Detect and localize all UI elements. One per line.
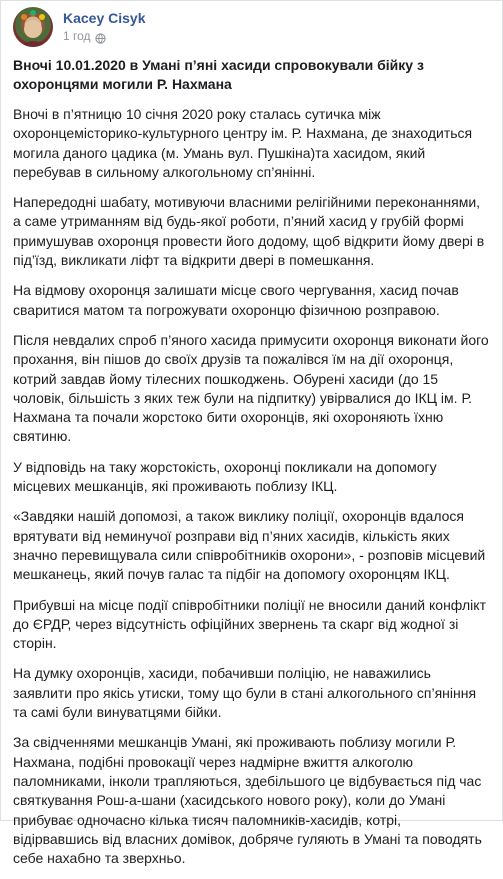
author-name[interactable]: Kacey Cisyk [63, 10, 146, 26]
paragraph: На відмову охоронця залишати місце свого чергування, хасид почав сваритися матом та погрожувати охоронцю фізичною розправою. [13, 282, 459, 318]
paragraph: Напередодні шабату, мотивуючи власними релігійними переконаннями, а саме утриманням від будь-якої роботи, п’яний хасид у грубій формі примушував охоронця провести його додому, щоб відкрити йому двері в під’їзд, викликати ліфт та відкрити двері в помешкання. [13, 194, 485, 269]
paragraph: Вночі в п’ятницю 10 січня 2020 року сталась сутичка між охоронцемісторико-культурного центру ім. Р. Нахмана, де знаходиться могила даного цадика (м. Умань вул. Пушкіна)та хасидом, який перебував в сильному алкогольному сп’янінні. [13, 106, 473, 180]
paragraph: За свідченнями мешканців Умані, які проживають поблизу могили Р. Нахмана, подібні провокації через надмірне вжиття алкоголю паломниками, інколи трапляються, здебільшого це відбувається під час святкування Рош-а-шани (хасидського нового року), коли до Умані прибуває одночасно кілька тисяч паломників-хасидів, котрі, відірвавшись від власних домівок, добряче гуляють в Умані та поводять себе нахабно та зверхньо. [13, 734, 482, 867]
post-meta [63, 7, 146, 43]
paragraph: Прибувші на місце події співробітники поліції не вносили даний конфлікт до ЄРДР, через відсутність офіційних звернень та скарг від жодної зі сторін. [13, 596, 486, 652]
public-globe-icon [95, 31, 106, 42]
paragraph: У відповідь на таку жорстокість, охоронці покликали на допомогу місцевих мешканців, які проживають поблизу ІКЦ. [13, 458, 437, 495]
post-title: Вночі 10.01.2020 в Умані п’яні хасиди спровокували бійку з охоронцями могили Р. Нахмана [13, 57, 424, 92]
post-header [13, 7, 146, 47]
timestamp-row [63, 29, 146, 43]
post-body [13, 56, 490, 879]
paragraph: «Завдяки нашій допомозі, а також виклику поліції, охоронців вдалося врятувати від неминучої розправи від п’яних хасидів, кількість яких значно перевищувала сили співробітників охорони», - розповів місцевий мешканець, який почув галас та підбіг на допомогу охоронцям ІКЦ. [13, 508, 486, 583]
paragraph: Після невдалих спроб п’яного хасида примусити охоронця виконати його прохання, він пішов до своїх друзів та пожалівся їм на дії охоронця, котрий завдав йому тілесних пошкоджень. Обурені хасиди (до 15 чоловік, більшість з яких теж були на підпитку) увірвалися до ІКЦ ім. Р. Нахмана та почали жорстоко бити охоронців, які охороняють їхню святиню. [13, 331, 489, 445]
post-timestamp[interactable]: 1 год [63, 29, 91, 43]
paragraph: На думку охоронців, хасиди, побачивши поліцію, не наважились заявлити про якісь утиски, тому що були в стані алкогольного сп’яніння та самі були винуватцями бійки. [13, 665, 477, 721]
avatar[interactable] [13, 7, 53, 47]
